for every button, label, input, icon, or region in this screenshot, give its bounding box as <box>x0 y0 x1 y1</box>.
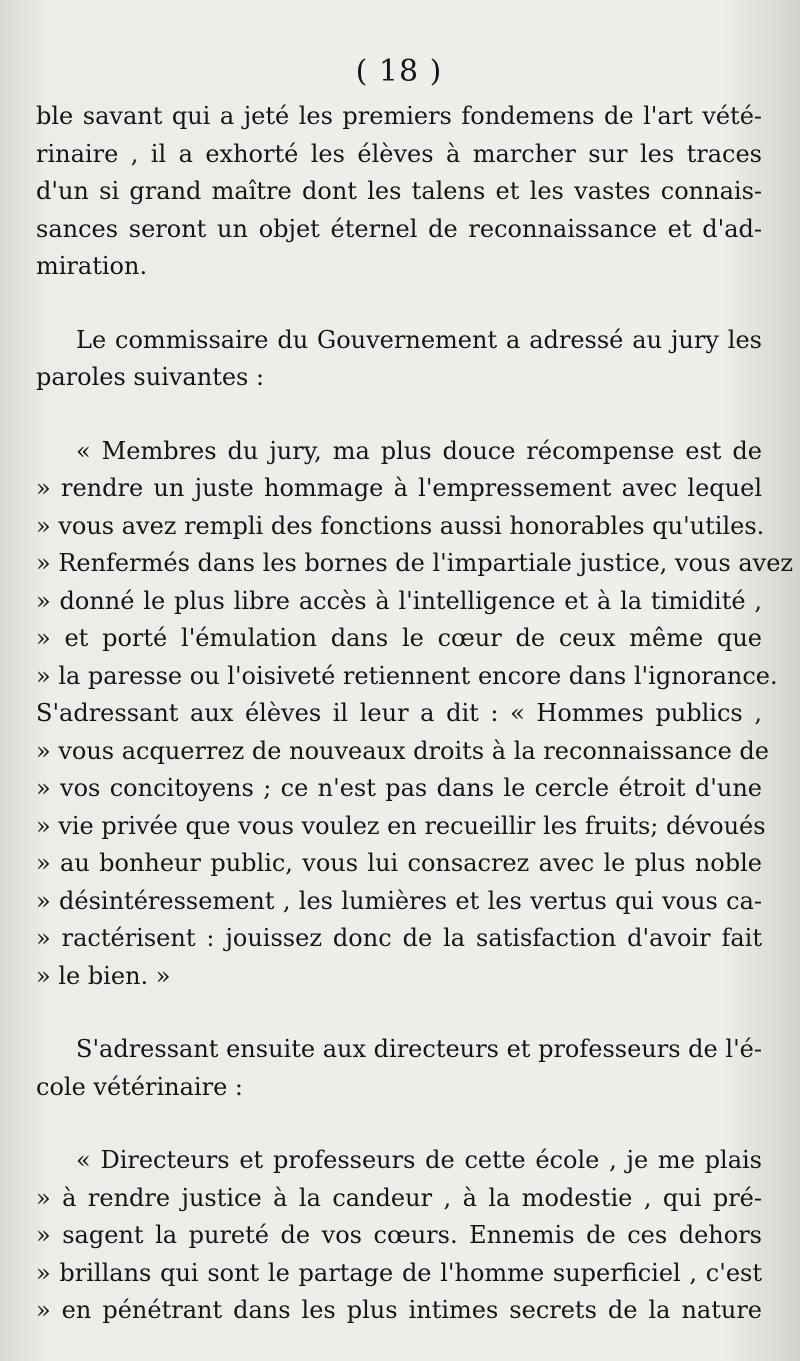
text-line: rinaire , il a exhorté les élèves à marcher sur les traces <box>36 139 762 168</box>
text-line: » la paresse ou l'oisiveté retiennent encore dans l'ignorance. <box>36 661 778 690</box>
text-line: sances seront un objet éternel de reconnaissance et d'ad- <box>36 214 762 243</box>
text-line: S'adressant ensuite aux directeurs et professeurs de l'é- <box>76 1035 762 1063</box>
text-line: » vos concitoyens ; ce n'est pas dans le cercle étroit d'une <box>36 774 762 802</box>
paragraph-3 <box>36 433 794 996</box>
text-line: » Renfermés dans les bornes de l'impartiale justice, vous avez <box>36 549 794 577</box>
text-line: » sagent la pureté de vos cœurs. Ennemis de ces dehors <box>36 1221 762 1249</box>
page-number: ( 18 ) <box>355 54 443 89</box>
text-line: » vie privée que vous voulez en recueillir les fruits; dévoués <box>36 811 766 840</box>
paragraph-2 <box>36 322 762 360</box>
text-line: Le commissaire du Gouvernement a adressé au jury les <box>76 325 762 354</box>
text-line: « Directeurs et professeurs de cette école , je me plais <box>76 1146 762 1174</box>
text-line: » le bien. » <box>36 961 171 990</box>
paragraph-2-cont <box>36 359 762 397</box>
text-line: » au bonheur public, vous lui consacrez avec le plus noble <box>36 849 762 877</box>
text-line: d'un si grand maître dont les talens et les vastes connais- <box>36 177 762 205</box>
text-line: paroles suivantes : <box>36 363 265 391</box>
text-line: » donné le plus libre accès à l'intelligence et à la timidité , <box>36 586 762 615</box>
text-line: S'adressant aux élèves il leur a dit : « Hommes publics , <box>36 699 762 727</box>
text-line: » rendre un juste hommage à l'empressement avec lequel <box>36 474 762 502</box>
text-line: » ractérisent : jouissez donc de la satisfaction d'avoir fait <box>36 924 762 952</box>
text-line: » vous acquerrez de nouveaux droits à la reconnaissance de <box>36 736 769 765</box>
text-line: » désintéressement , les lumières et les vertus qui vous ca- <box>36 886 762 915</box>
paragraph-1 <box>36 98 762 286</box>
text-line: » brillans qui sont le partage de l'homme superficiel , c'est <box>36 1258 762 1287</box>
paragraph-5 <box>36 1142 762 1330</box>
text-line: » à rendre justice à la candeur , à la modestie , qui pré- <box>36 1183 762 1212</box>
text-line: » vous avez rempli des fonctions aussi honorables qu'utiles. <box>36 511 765 540</box>
text-line: « Membres du jury, ma plus douce récompense est de <box>76 436 762 465</box>
text-line: cole vétérinaire : <box>36 1072 243 1101</box>
text-line: » en pénétrant dans les plus intimes secrets de la nature <box>36 1296 762 1324</box>
paragraph-4 <box>36 1031 762 1106</box>
text-line: » et porté l'émulation dans le cœur de ceux même que <box>36 624 762 652</box>
text-line: ble savant qui a jeté les premiers fondemens de l'art vété- <box>36 102 762 130</box>
text-line: miration. <box>36 252 148 280</box>
